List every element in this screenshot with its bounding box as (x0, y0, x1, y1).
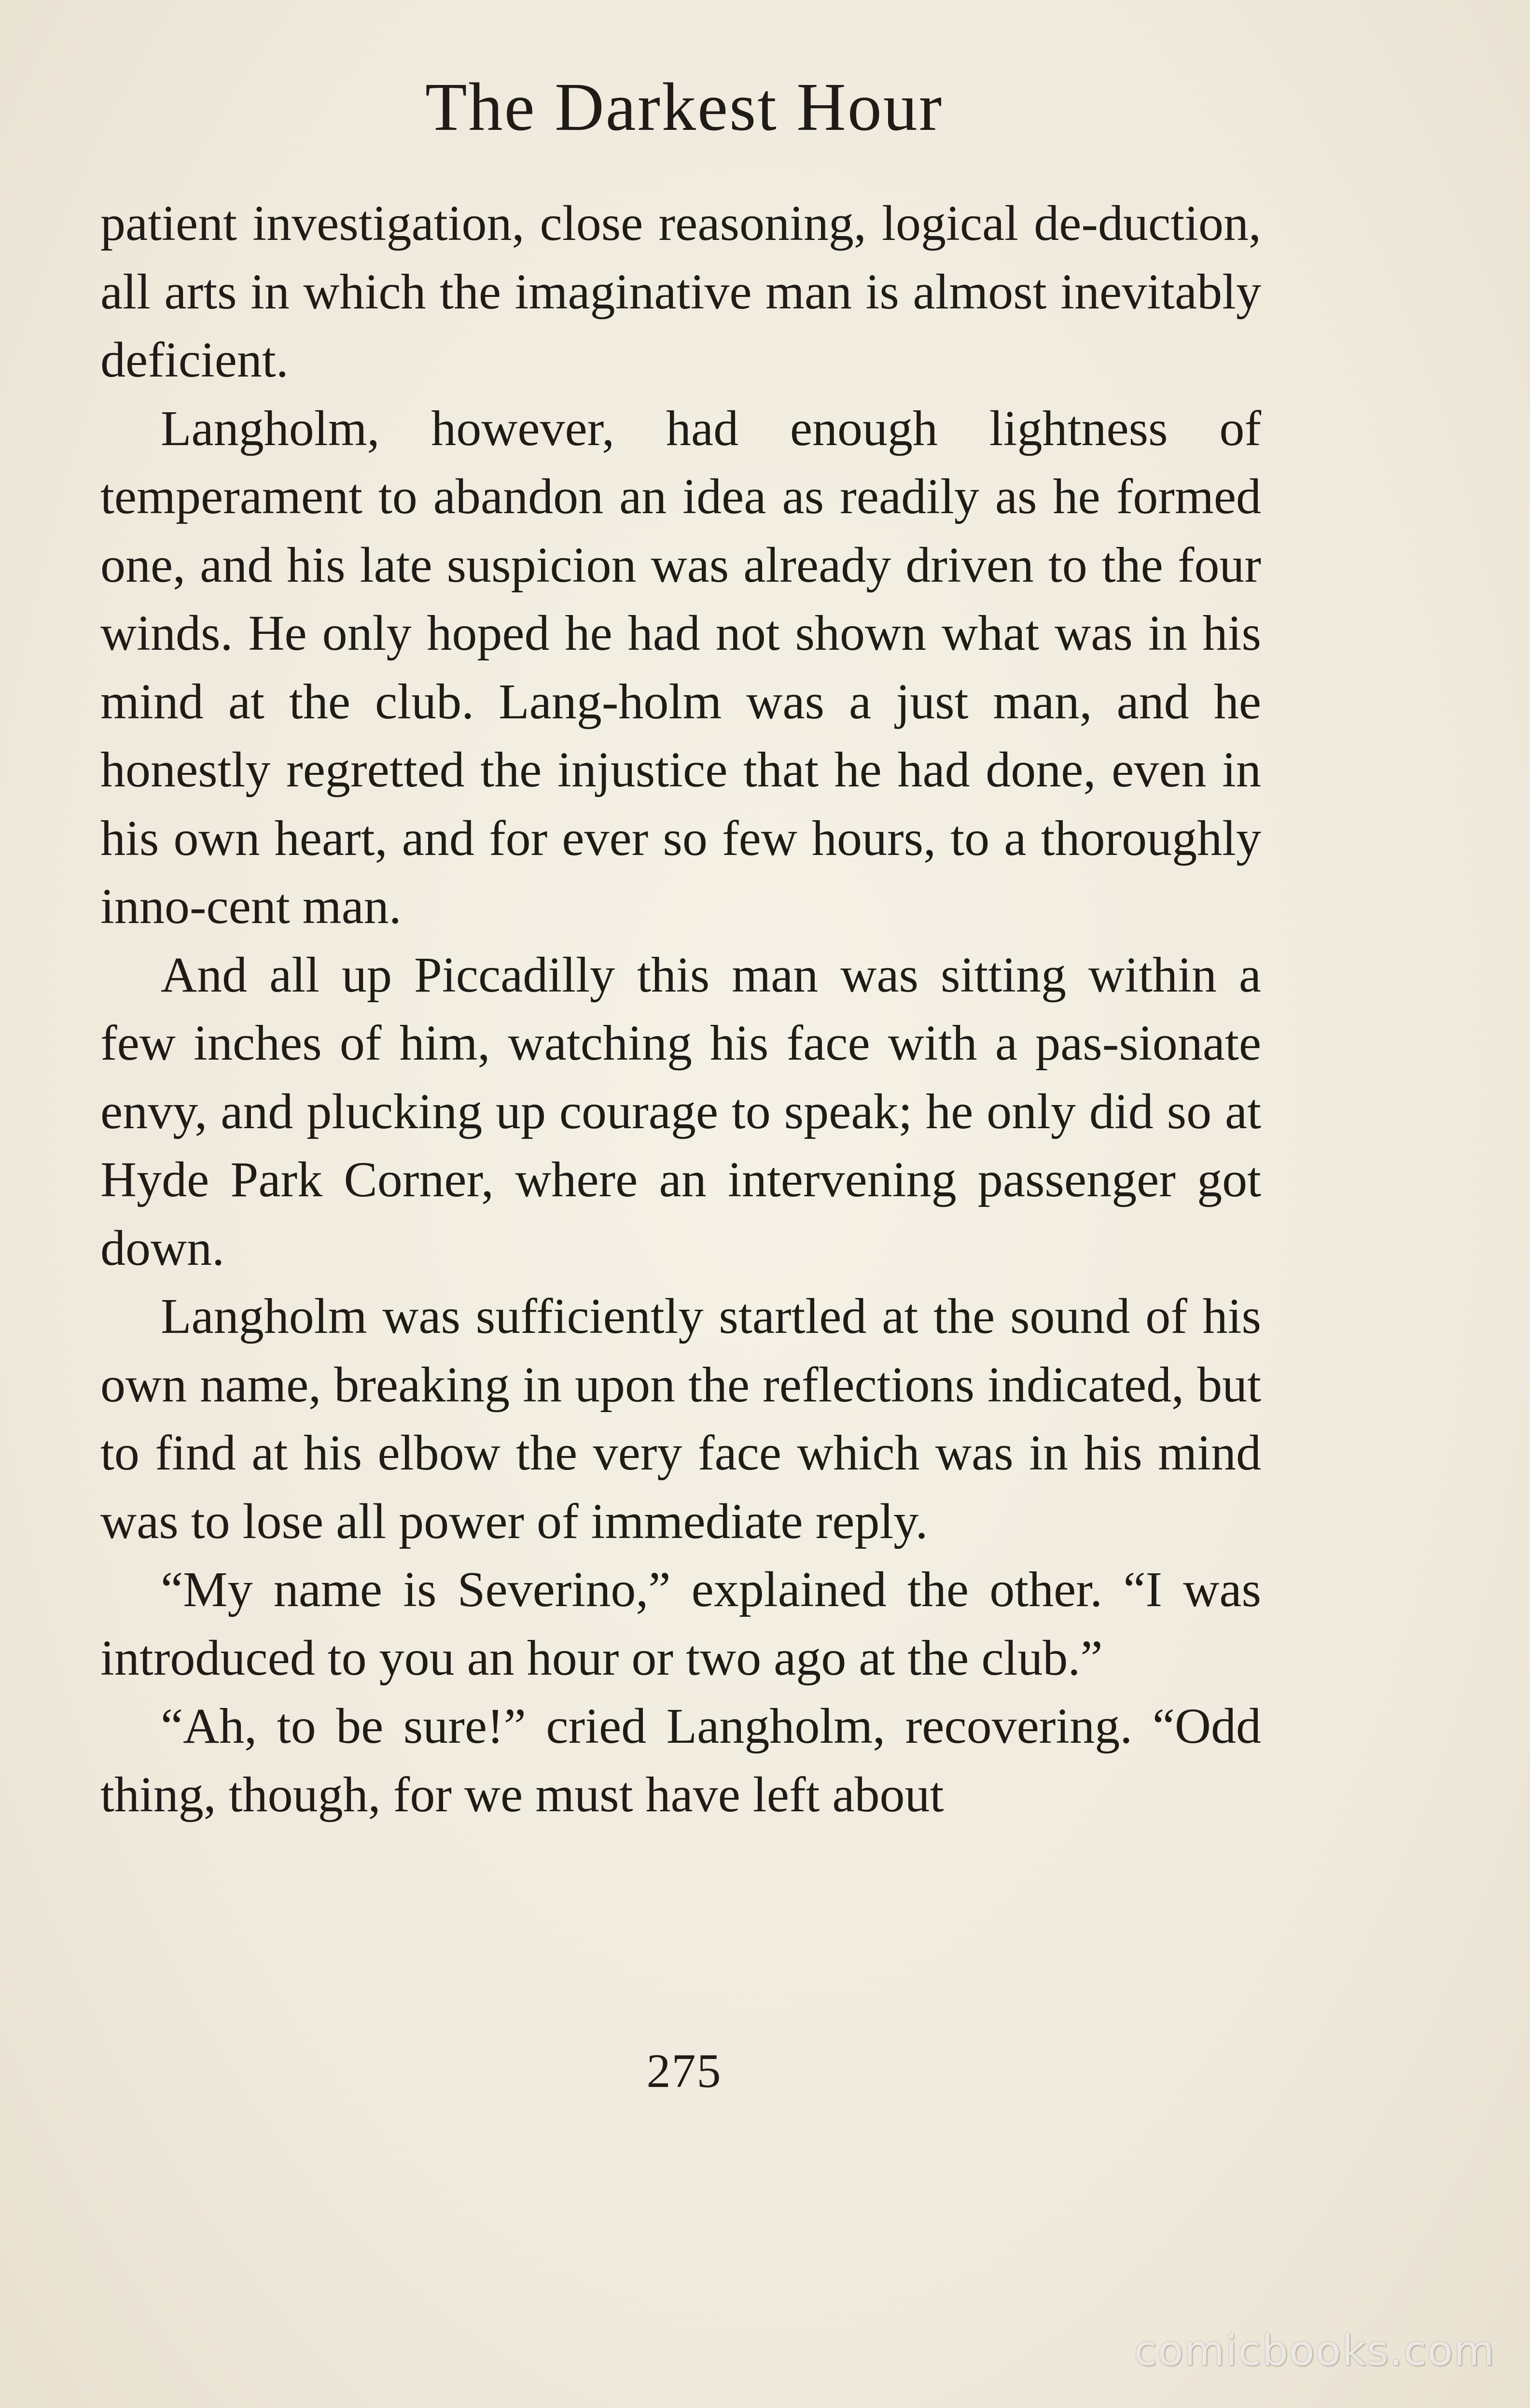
page-number: 275 (646, 2044, 722, 2098)
paragraph-1: patient investigation, close reasoning, logical de-duction, all arts in which the imaginative man is almost inevitably deficient. (100, 196, 1261, 388)
paragraph-3: And all up Piccadilly this man was sitting within a few inches of him, watching his face with a pas-sionate envy, and plucking up courage to speak; he only did so at Hyde Park Corner, where an intervening passenger got down. (100, 947, 1261, 1276)
watermark: comicbooks.com (1134, 2327, 1495, 2375)
paragraph-5: “My name is Severino,” explained the other. “I was introduced to you an hour or two ago at the club.” (100, 1562, 1261, 1686)
paragraph-4: Langholm was sufficiently startled at the sound of his own name, breaking in upon the reflections indicated, but to find at his elbow the very face which was in his mind was to lose all power of immediate reply. (100, 1288, 1261, 1549)
paragraph-2: Langholm, however, had enough lightness of temperament to abandon an idea as readily as he formed one, and his late suspicion was already driven to the four winds. He only hoped he had not shown what was in his mind at the club. Lang-holm was a just man, and he honestly regretted the injustice that he had done, even in his own heart, and for ever so few hours, to a thoroughly inno-cent man. (100, 400, 1261, 934)
running-head: The Darkest Hour (425, 69, 944, 145)
paragraph-6: “Ah, to be sure!” cried Langholm, recovering. “Odd thing, though, for we must have left about (100, 1698, 1261, 1822)
body-text (100, 189, 1261, 1829)
